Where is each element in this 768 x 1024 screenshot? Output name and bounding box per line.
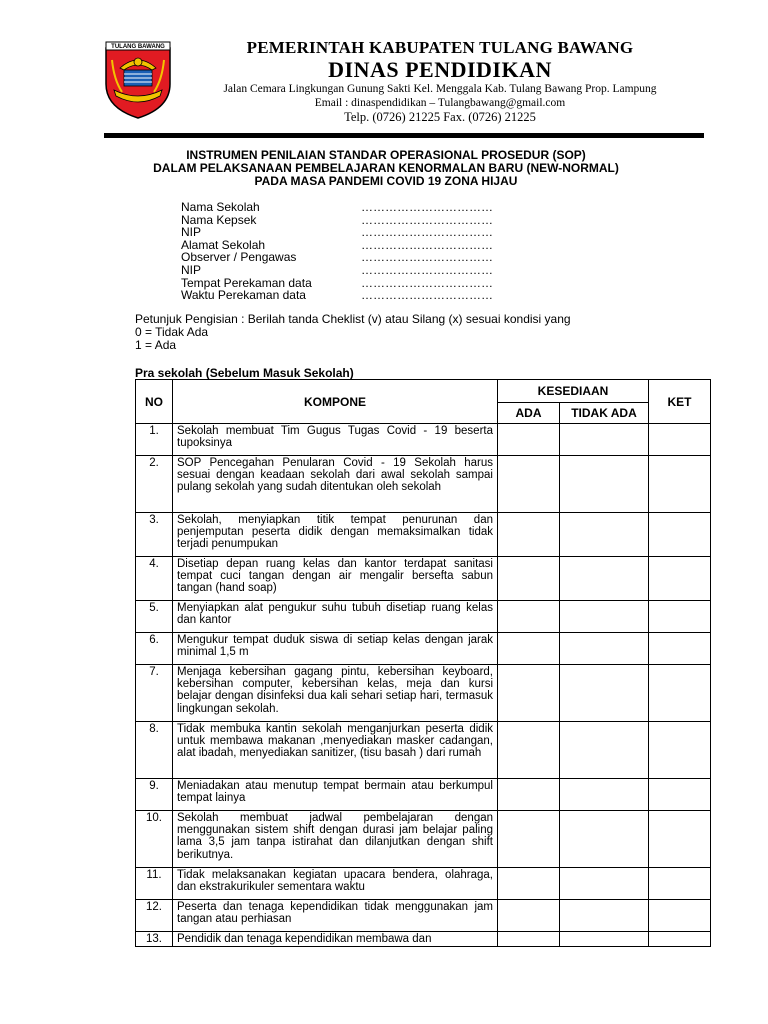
table-row	[136, 601, 711, 633]
field-value[interactable]: ……………………………	[361, 263, 493, 277]
cell-ket[interactable]	[649, 557, 711, 601]
field-value[interactable]: ……………………………	[361, 213, 493, 227]
table-row	[136, 633, 711, 665]
field-value[interactable]: ……………………………	[361, 201, 493, 214]
email: Email : dinaspendidikan – Tulangbawang@gmail.com	[314, 97, 566, 109]
table-row	[136, 811, 711, 868]
tulang-bawang-emblem-icon	[102, 40, 174, 120]
cell-ket[interactable]	[649, 900, 711, 932]
field-label: NIP	[181, 262, 202, 277]
cell-ket[interactable]	[649, 424, 711, 456]
title-line-1: INSTRUMEN PENILAIAN STANDAR OPERASIONAL PROSEDUR (SOP)	[186, 148, 586, 162]
col-no: NO	[136, 380, 173, 424]
cell-tidak-ada[interactable]	[560, 601, 649, 633]
row-kompone: Peserta dan tenaga kependidikan tidak menggunakan jam tangan atau perhiasan	[173, 900, 498, 932]
cell-tidak-ada[interactable]	[560, 900, 649, 932]
cell-ada[interactable]	[498, 557, 560, 601]
field-label: NIP	[181, 225, 202, 240]
field-value[interactable]: ……………………………	[361, 238, 493, 252]
row-number: 9.	[136, 779, 173, 811]
logo-banner-text: TULANG BAWANG	[111, 44, 165, 51]
cell-tidak-ada[interactable]	[560, 557, 649, 601]
cell-ket[interactable]	[649, 722, 711, 779]
cell-ket[interactable]	[649, 779, 711, 811]
cell-ket[interactable]	[649, 513, 711, 557]
row-kompone: Tidak melaksanakan kegiatan upacara bendera, olahraga, dan ekstrakurikuler sementara waktu	[173, 868, 498, 900]
cell-ada[interactable]	[498, 779, 560, 811]
cell-ada[interactable]	[498, 900, 560, 932]
phone-fax: Telp. (0726) 21225 Fax. (0726) 21225	[344, 110, 536, 124]
table-row	[136, 868, 711, 900]
field-value[interactable]: ……………………………	[361, 276, 493, 290]
field-row	[181, 289, 521, 302]
row-number: 1.	[136, 424, 173, 456]
col-kompone: KOMPONE	[173, 380, 498, 424]
row-number: 6.	[136, 633, 173, 665]
cell-tidak-ada[interactable]	[560, 513, 649, 557]
row-kompone: Meniadakan atau menutup tempat bermain atau berkumpul tempat lainya	[173, 779, 498, 811]
row-kompone: Menjaga kebersihan gagang pintu, kebersihan keyboard, kebersihan computer, kebersihan kelas, meja dan kursi belajar dengan disinfeksi dua kali sehari setiap hari, termasuk lingkungan sekolah.	[173, 665, 498, 722]
field-value[interactable]: ……………………………	[361, 289, 493, 302]
field-row	[181, 251, 521, 264]
table-row	[136, 722, 711, 779]
row-number: 10.	[136, 811, 173, 868]
cell-tidak-ada[interactable]	[560, 722, 649, 779]
title-line-3: PADA MASA PANDEMI COVID 19 ZONA HIJAU	[254, 174, 518, 188]
field-label: Observer / Pengawas	[181, 250, 297, 265]
cell-tidak-ada[interactable]	[560, 868, 649, 900]
row-number: 13.	[136, 932, 173, 947]
field-value[interactable]: ……………………………	[361, 226, 493, 239]
letterhead-text	[180, 38, 700, 125]
cell-tidak-ada[interactable]	[560, 932, 649, 947]
table-row	[136, 900, 711, 932]
cell-tidak-ada[interactable]	[560, 456, 649, 513]
col-ada: ADA	[498, 403, 560, 424]
address: Jalan Cemara Lingkungan Gunung Sakti Kel. Menggala Kab. Tulang Bawang Prop. Lampung	[223, 83, 657, 95]
table-row	[136, 779, 711, 811]
cell-tidak-ada[interactable]	[560, 665, 649, 722]
row-kompone: Sekolah, menyiapkan titik tempat penurunan dan penjemputan peserta didik dengan memaksimalkan tidak terjadi penumpukan	[173, 513, 498, 557]
cell-tidak-ada[interactable]	[560, 424, 649, 456]
cell-tidak-ada[interactable]	[560, 811, 649, 868]
table-row	[136, 557, 711, 601]
table-row	[136, 456, 711, 513]
row-kompone: Sekolah membuat Tim Gugus Tugas Covid - 19 beserta tupoksinya	[173, 424, 498, 456]
field-label: Tempat Perekaman data	[181, 275, 312, 290]
col-kesediaan: KESEDIAAN	[498, 380, 649, 403]
identity-fields	[181, 201, 521, 302]
field-label: Waktu Perekaman data	[181, 288, 306, 303]
field-label: Alamat Sekolah	[181, 237, 266, 252]
cell-ket[interactable]	[649, 601, 711, 633]
header-divider	[104, 133, 704, 138]
field-label: Nama Kepsek	[181, 212, 257, 227]
field-row	[181, 214, 521, 227]
cell-ada[interactable]	[498, 513, 560, 557]
field-row	[181, 264, 521, 277]
cell-ket[interactable]	[649, 868, 711, 900]
row-number: 11.	[136, 868, 173, 900]
field-value[interactable]: ……………………………	[361, 251, 493, 264]
cell-ket[interactable]	[649, 633, 711, 665]
table-row	[136, 665, 711, 722]
agency-name: DINAS PENDIDIKAN	[328, 57, 552, 82]
table-row	[136, 424, 711, 456]
col-ket: KET	[649, 380, 711, 424]
row-number: 5.	[136, 601, 173, 633]
table-header-row	[136, 380, 711, 403]
cell-ket[interactable]	[649, 456, 711, 513]
cell-tidak-ada[interactable]	[560, 633, 649, 665]
field-label: Nama Sekolah	[181, 200, 260, 214]
row-kompone: Sekolah membuat jadwal pembelajaran dengan menggunakan sistem shift dengan durasi jam belajar paling lama 3,5 jam tanpa istirahat dan dilanjutkan dengan shift berikutnya.	[173, 811, 498, 868]
sop-checklist-table	[135, 379, 711, 947]
row-number: 8.	[136, 722, 173, 779]
document-title	[134, 149, 638, 188]
section-title: Pra sekolah (Sebelum Masuk Sekolah)	[135, 366, 354, 380]
field-row	[181, 226, 521, 239]
row-kompone: SOP Pencegahan Penularan Covid - 19 Sekolah harus sesuai dengan keadaan sekolah dari awal sekolah sampai pulang sekolah yang sudah ditentukan oleh sekolah	[173, 456, 498, 513]
cell-ada[interactable]	[498, 424, 560, 456]
legend-one: 1 = Ada	[135, 338, 177, 352]
filling-instructions	[135, 313, 571, 352]
cell-ket[interactable]	[649, 665, 711, 722]
table-row	[136, 932, 711, 947]
cell-ada[interactable]	[498, 633, 560, 665]
instruction-line: Petunjuk Pengisian : Berilah tanda Cheklist (v) atau Silang (x) sesuai kondisi yang	[135, 312, 571, 326]
cell-ada[interactable]	[498, 811, 560, 868]
legend-zero: 0 = Tidak Ada	[135, 325, 209, 339]
cell-ada[interactable]	[498, 665, 560, 722]
government-name: PEMERINTAH KABUPATEN TULANG BAWANG	[246, 38, 634, 57]
row-number: 3.	[136, 513, 173, 557]
cell-ket[interactable]	[649, 932, 711, 947]
row-kompone: Disetiap depan ruang kelas dan kantor terdapat sanitasi tempat cuci tangan dengan air mengalir bersefta sabun tangan (hand soap)	[173, 557, 498, 601]
cell-ada[interactable]	[498, 456, 560, 513]
letterhead	[0, 0, 768, 140]
cell-ada[interactable]	[498, 722, 560, 779]
row-number: 2.	[136, 456, 173, 513]
row-kompone: Menyiapkan alat pengukur suhu tubuh disetiap ruang kelas dan kantor	[173, 601, 498, 633]
table-row	[136, 513, 711, 557]
cell-ada[interactable]	[498, 601, 560, 633]
col-tidak-ada: TIDAK ADA	[560, 403, 649, 424]
row-number: 4.	[136, 557, 173, 601]
title-line-2: DALAM PELAKSANAAN PEMBELAJARAN KENORMALAN BARU (NEW-NORMAL)	[153, 161, 619, 175]
cell-ada[interactable]	[498, 868, 560, 900]
row-kompone: Pendidik dan tenaga kependidikan membawa dan	[173, 932, 498, 947]
row-kompone: Mengukur tempat duduk siswa di setiap kelas dengan jarak minimal 1,5 m	[173, 633, 498, 665]
cell-tidak-ada[interactable]	[560, 779, 649, 811]
cell-ket[interactable]	[649, 811, 711, 868]
field-row	[181, 201, 521, 214]
row-number: 7.	[136, 665, 173, 722]
row-number: 12.	[136, 900, 173, 932]
row-kompone: Tidak membuka kantin sekolah menganjurkan peserta didik untuk membawa makanan ,menyediakan masker cadangan, alat ibadah, menyediakan sanitizer, (tisu basah ) dari rumah	[173, 722, 498, 779]
cell-ada[interactable]	[498, 932, 560, 947]
